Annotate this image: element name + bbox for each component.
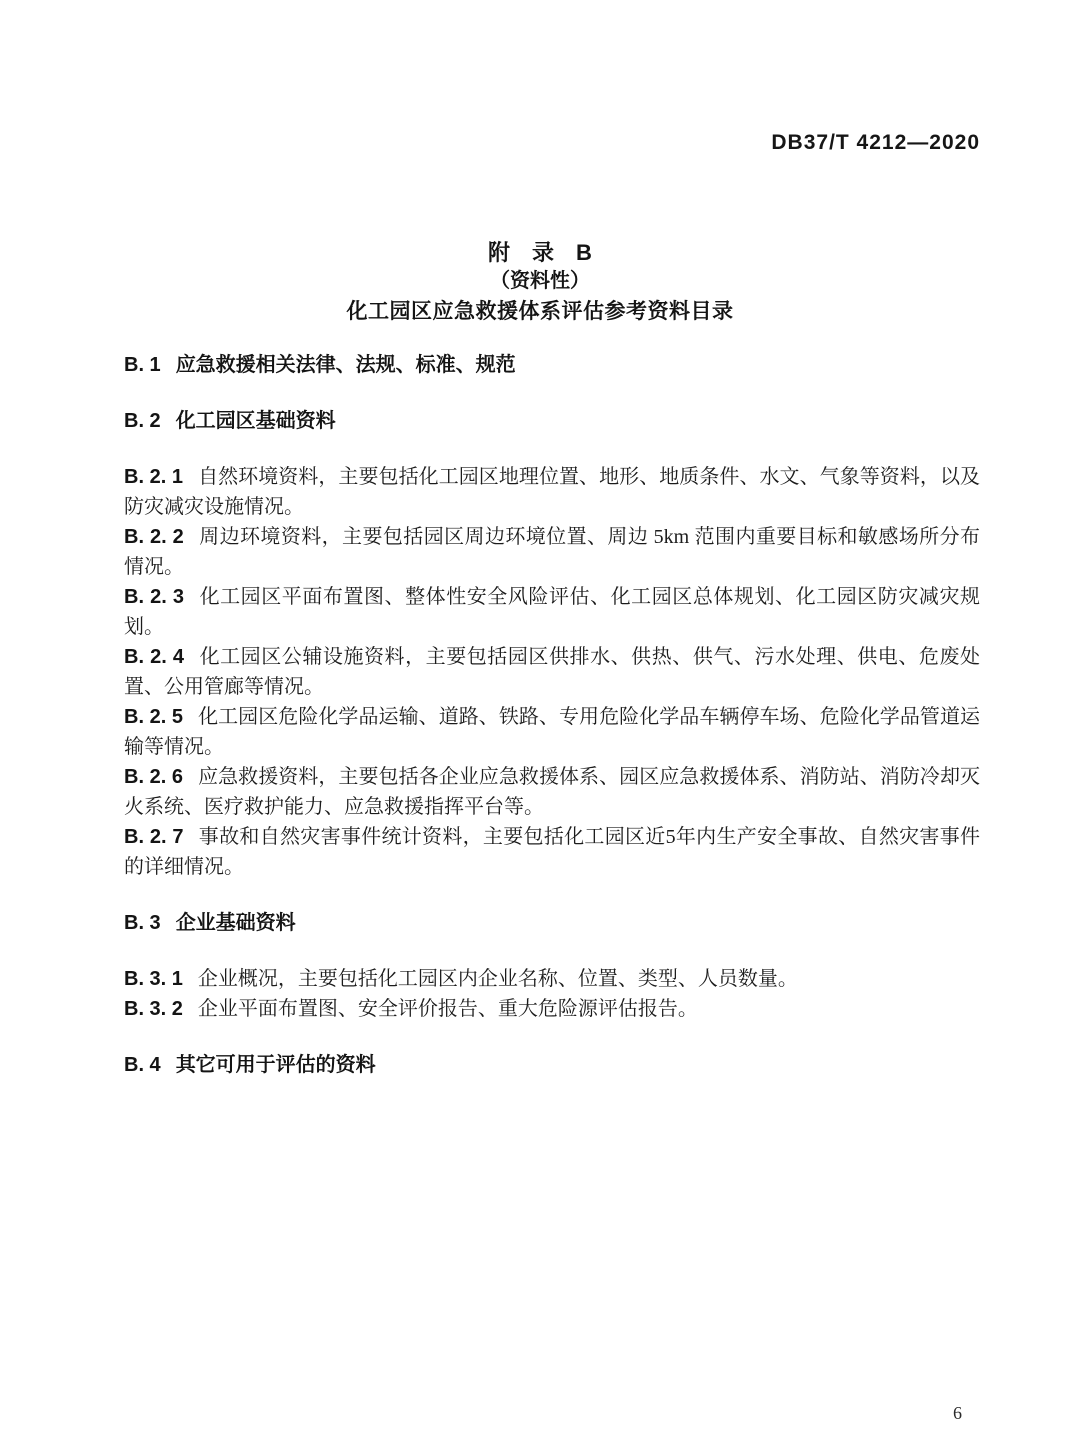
section-title: 化工园区基础资料 [175, 410, 336, 432]
section-heading-b4 [124, 1050, 980, 1080]
clause-text: 企业平面布置图、安全评价报告、重大危险源评估报告。 [197, 998, 698, 1020]
section-title: 应急救援相关法律、法规、标准、规范 [175, 354, 516, 376]
clause-number: B. 2. 1 [124, 466, 184, 488]
clause-number: B. 2. 3 [124, 586, 185, 608]
appendix-type-label: （资料性） [490, 270, 590, 292]
section-heading-b3 [124, 908, 980, 938]
clause-number: B. 3. 1 [124, 968, 183, 990]
clause-b2-3 [124, 582, 980, 642]
appendix-title-block [0, 238, 1080, 327]
clause-number: B. 2. 6 [124, 766, 184, 788]
clause-text: 自然环境资料，主要包括化工园区地理位置、地形、地质条件、水文、气象等资料，以及防灾减灾设施情况。 [124, 466, 981, 518]
clause-b3-2 [124, 994, 980, 1024]
clause-number: B. 3. 2 [124, 998, 183, 1020]
section-title: 其它可用于评估的资料 [175, 1054, 376, 1076]
document-body [124, 350, 980, 1106]
clause-text: 事故和自然灾害事件统计资料，主要包括化工园区近5年内生产安全事故、自然灾害事件的详细情况。 [124, 826, 981, 878]
clause-number: B. 2. 7 [124, 826, 184, 848]
clause-text: 周边环境资料，主要包括园区周边环境位置、周边 5km 范围内重要目标和敏感场所分布情况。 [124, 526, 980, 578]
clause-text: 化工园区公辅设施资料，主要包括园区供排水、供热、供气、污水处理、供电、危废处置、公用管廊等情况。 [124, 646, 981, 698]
doc-header [124, 131, 980, 155]
section-heading-b1 [124, 350, 980, 380]
clause-b2-2 [124, 522, 980, 582]
section-number: B. 3 [124, 912, 161, 934]
section-number: B. 4 [124, 1054, 161, 1076]
doc-code: DB37/T 4212—2020 [771, 131, 980, 154]
section-title: 企业基础资料 [175, 912, 296, 934]
section-heading-b2 [124, 406, 980, 436]
section-number: B. 2 [124, 410, 161, 432]
clause-b2-6 [124, 762, 980, 822]
clause-b2-5 [124, 702, 980, 762]
clause-b2-7 [124, 822, 980, 882]
appendix-label: 附 录 B [488, 240, 592, 265]
clause-b3-1 [124, 964, 980, 994]
clause-number: B. 2. 2 [124, 526, 184, 548]
clause-text: 化工园区平面布置图、整体性安全风险评估、化工园区总体规划、化工园区防灾减灾规划。 [124, 586, 981, 638]
page-number: 6 [953, 1403, 962, 1423]
clause-text: 企业概况，主要包括化工园区内企业名称、位置、类型、人员数量。 [197, 968, 798, 990]
clause-number: B. 2. 4 [124, 646, 185, 668]
clause-text: 应急救援资料，主要包括各企业应急救援体系、园区应急救援体系、消防站、消防冷却灭火系统、医疗救护能力、应急救援指挥平台等。 [124, 766, 981, 818]
clause-b2-1 [124, 462, 980, 522]
clause-text: 化工园区危险化学品运输、道路、铁路、专用危险化学品车辆停车场、危险化学品管道运输等情况。 [124, 706, 981, 758]
clause-number: B. 2. 5 [124, 706, 184, 728]
section-number: B. 1 [124, 354, 161, 376]
appendix-main-title: 化工园区应急救援体系评估参考资料目录 [346, 300, 734, 323]
clause-b2-4 [124, 642, 980, 702]
